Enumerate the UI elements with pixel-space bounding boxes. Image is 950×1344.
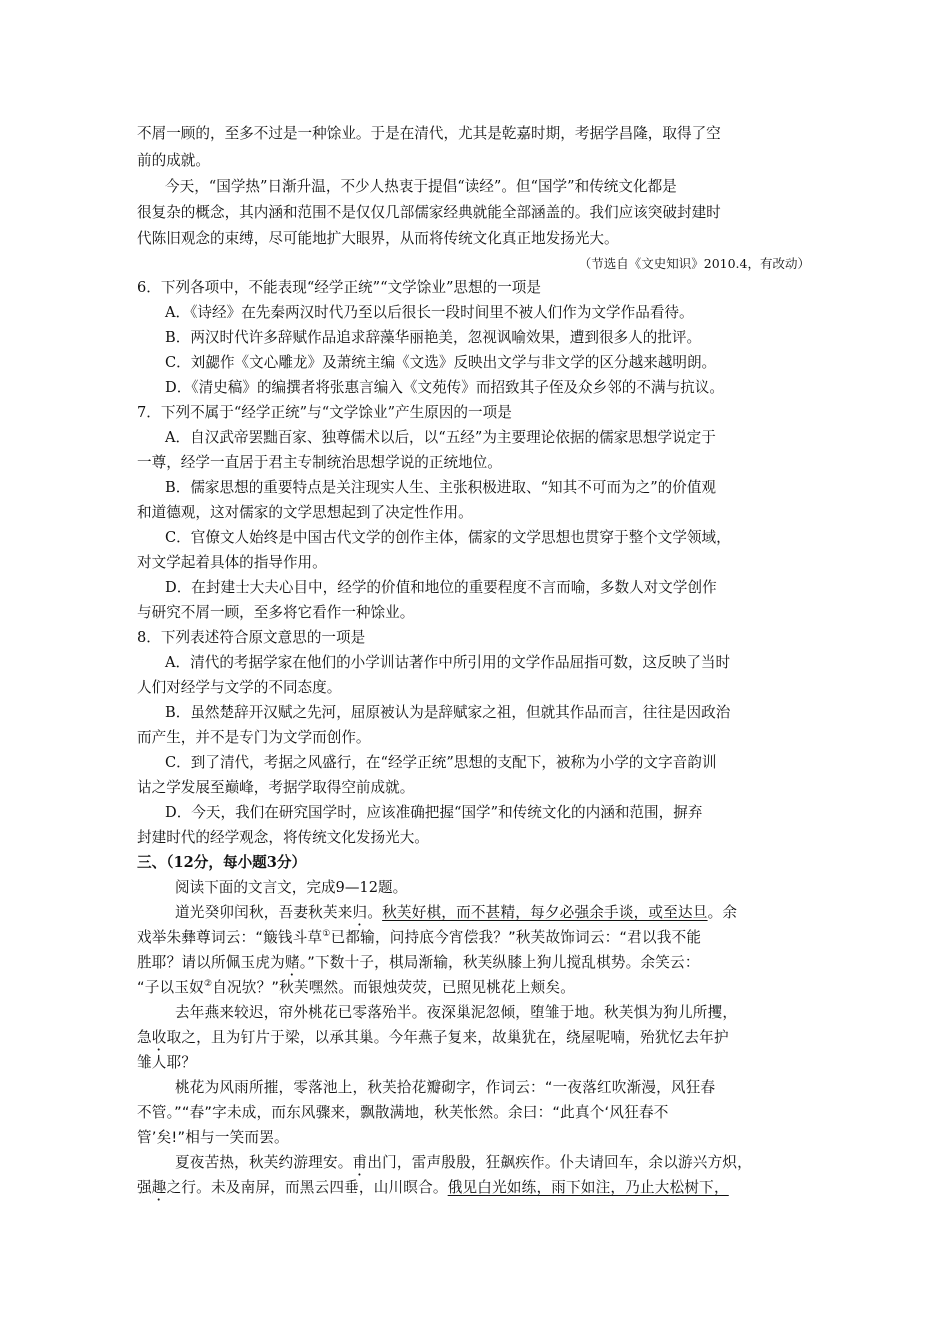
passage-line-1: 不屑一顾的，至多不过是一种馀业。于是在清代，尤其是乾嘉时期，考据学昌隆，取得了空: [137, 125, 721, 142]
underlined-sentence-2: 俄见白光如练，雨下如注，乃止大松树下，: [447, 1179, 729, 1196]
q7-option-a-line2: 一尊，经学一直居于君主专制统治思想学说的正统地位。: [137, 454, 502, 471]
passage-line-3: 今天，“国学热”日渐升温，不少人热衷于提倡“读经”。但“国学”和传统文化都是: [165, 178, 677, 195]
source-citation: （节选自《文史知识》2010.4，有改动）: [578, 256, 810, 271]
passage-line-2: 前的成就。: [137, 152, 210, 169]
q8-option-b-line1: B．虽然楚辞开汉赋之先河，屈原被认为是辞赋家之祖，但就其作品而言，往往是因政治: [165, 704, 731, 721]
q7-option-c-line1: C．官僚文人始终是中国古代文学的创作主体，儒家的文学思想也贯穿于整个文学领域，: [165, 529, 731, 546]
q7-option-d-line2: 与研究不屑一顾，至多将它看作一种馀业。: [137, 604, 415, 621]
q7-option-d-line1: D．在封建士大夫心目中，经学的价值和地位的重要程度不言而喻，多数人对文学创作: [165, 579, 717, 596]
q7-stem: 7．下列不属于“经学正统”与“文学馀业”产生原因的一项是: [137, 404, 512, 421]
q8-option-c-line2: 诂之学发展至巅峰，考据学取得空前成就。: [137, 779, 415, 796]
q7-option-a-line1: A．自汉武帝罢黜百家、独尊儒术以后，以“五经”为主要理论依据的儒家思想学说定于: [165, 429, 716, 446]
classical-p2-line2: 急收取之，且为钉片于梁，以承其巢。今年燕子复来，故巢犹在，绕屋呢喃，殆犹忆去年护: [137, 1029, 729, 1046]
q6-stem: 6．下列各项中，不能表现“经学正统”“文学馀业”思想的一项是: [137, 279, 541, 296]
q8-option-c-line1: C．到了清代，考据之风盛行，在“经学正统”思想的支配下，被称为小学的文字音韵训: [165, 754, 717, 771]
emphasis-dot-char: 趣: [151, 1179, 167, 1196]
classical-p3-line1: 桃花为风雨所摧，零落池上，秋芙拾花瓣砌字，作词云：“一夜落红吹渐漫，风狂春: [175, 1079, 716, 1096]
q7-option-b-line1: B．儒家思想的重要特点是关注现实人生、主张积极进取、“知其不可而为之”的价值观: [165, 479, 717, 496]
q6-option-a: A．《诗经》在先秦两汉时代乃至以后很长一段时间里不被人们作为文学作品看待。: [165, 304, 694, 321]
footnote-marker-2: ②: [203, 979, 213, 990]
q6-option-d: D．《清史稿》的编撰者将张惠言编入《文苑传》而招致其子侄及众乡邻的不满与抗议。: [165, 379, 724, 396]
q8-option-a-line2: 人们对经学与文学的不同态度。: [137, 679, 342, 696]
emphasis-dot-char: 赌: [284, 954, 300, 971]
classical-p1-line1: 道光癸卯闰秋，吾妻秋芙来归。秋芙好棋，而不甚精，每夕必强余手谈，或至达旦。余: [175, 904, 738, 921]
classical-p1-line4: “子以玉奴②自况欤？”秋芙嘿然。而银烛荧荧，已照见桃花上颊矣。: [137, 979, 576, 996]
q8-option-d-line1: D．今天，我们在研究国学时，应该准确把握“国学”和传统文化的内涵和范围，摒弃: [165, 804, 703, 821]
section-3-instruction: 阅读下面的文言文，完成9—12题。: [175, 879, 408, 896]
emphasis-dot-char: 收: [151, 1029, 167, 1046]
q7-option-c-line2: 对文学起着具体的指导作用。: [137, 554, 327, 571]
classical-p3-line2: 不管。”“春”字未成，而东风骤来，飘散满地，秋芙怅然。余曰：“此真个‘风狂春不: [137, 1104, 669, 1121]
emphasis-dot-char: 归: [352, 904, 368, 921]
passage-line-4: 很复杂的概念，其内涵和范围不是仅仅几部儒家经典就能全部涵盖的。我们应该突破封建时: [137, 204, 721, 221]
q6-option-c: C．刘勰作《文心雕龙》及萧统主编《文选》反映出文学与非文学的区分越来越明朗。: [165, 354, 717, 371]
q7-option-b-line2: 和道德观，这对儒家的文学思想起到了决定性作用。: [137, 504, 473, 521]
q8-option-a-line1: A．清代的考据学家在他们的小学训诂著作中所引用的文学作品屈指可数，这反映了当时: [165, 654, 731, 671]
emphasis-dot-char: 甫: [352, 1154, 368, 1171]
section-3-heading: 三、（12分，每小题3分）: [137, 854, 307, 871]
q6-option-b: B．两汉时代许多辞赋作品追求辞藻华丽艳美，忽视讽喻效果，遭到很多人的批评。: [165, 329, 702, 346]
underlined-sentence-1: 秋芙好棋，而不甚精，每夕必强余手谈，或至达旦: [382, 904, 708, 921]
q8-option-d-line2: 封建时代的经学观念，将传统文化发扬光大。: [137, 829, 429, 846]
classical-p2-line1: 去年燕来较迟，帘外桃花已零落殆半。夜深巢泥忽倾，堕雏于地。秋芙惧为狗儿所攫，: [175, 1004, 738, 1021]
q8-stem: 8．下列表述符合原文意思的一项是: [137, 629, 366, 646]
q8-option-b-line2: 而产生，并不是专门为文学而创作。: [137, 729, 371, 746]
classical-p2-line3: 雏人耶？: [137, 1054, 197, 1071]
classical-p3-line3: 管’矣!”相与一笑而罢。: [137, 1129, 289, 1146]
classical-p4-line1: 夏夜苦热，秋芙约游理安。甫出门，雷声殷殷，狂飙疾作。仆夫请回车，余以游兴方炽，: [175, 1154, 752, 1171]
footnote-marker-1: ①: [322, 929, 331, 940]
passage-line-5: 代陈旧观念的束缚，尽可能地扩大眼界，从而将传统文化真正地发扬光大。: [137, 230, 619, 247]
classical-p4-line2: 强趣之行。未及南屏，而黑云四垂，山川暝合。俄见白光如练，雨下如注，乃止大松树下，: [137, 1179, 729, 1196]
classical-p1-line2: 戏举朱彝尊词云：“簸钱斗草①已都输，问持底今宵偿我？”秋芙故饰词云：“君以我不能: [137, 929, 702, 946]
classical-p1-line3: 胜耶？请以所佩玉虎为赌。”下数十子，棋局渐输，秋芙纵膝上狗儿搅乱棋势。余笑云：: [137, 954, 700, 971]
